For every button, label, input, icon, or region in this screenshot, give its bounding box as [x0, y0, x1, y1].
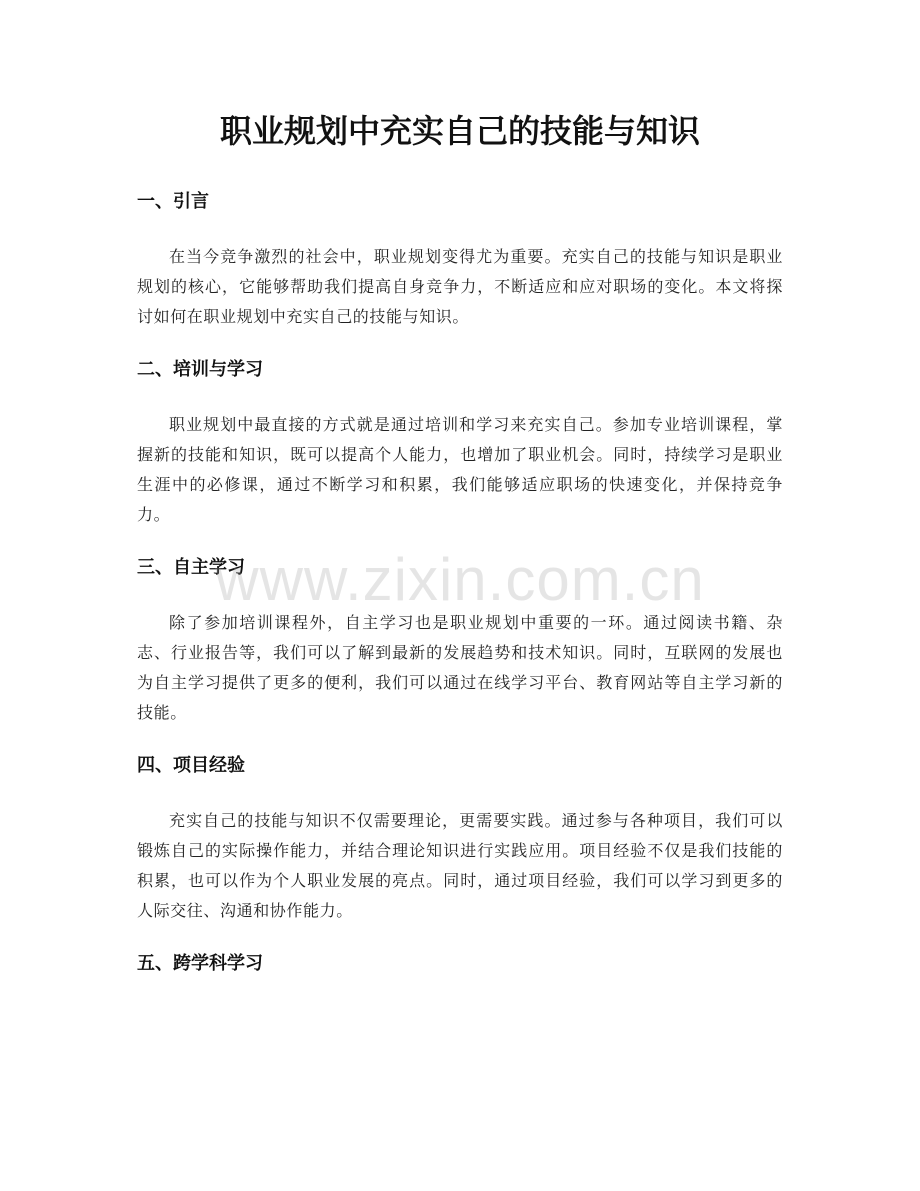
section-body-self-study: 除了参加培训课程外，自主学习也是职业规划中重要的一环。通过阅读书籍、杂志、行业报告等，我们可以了解到最新的发展趋势和技术知识。同时，互联网的发展也为自主学习提供了更多的便利，我们可以通过在线学习平台、教育网站等自主学习新的技能。 [137, 613, 783, 722]
section-heading-intro: 一、引言 [137, 191, 209, 212]
section-heading-interdisciplinary: 五、跨学科学习 [137, 953, 263, 974]
section-body-project-experience: 充实自己的技能与知识不仅需要理论，更需要实践。通过参与各种项目，我们可以锻炼自己的实际操作能力，并结合理论知识进行实践应用。项目经验不仅是我们技能的积累，也可以作为个人职业发展的亮点。同时，通过项目经验，我们可以学习到更多的人际交往、沟通和协作能力。 [137, 811, 783, 920]
document-title: 职业规划中充实自己的技能与知识 [219, 112, 700, 150]
watermark-text: www.zixin.com.cn [215, 546, 705, 613]
document-content [137, 186, 783, 980]
section-heading-self-study: 三、自主学习 [137, 557, 245, 578]
section-body-training: 职业规划中最直接的方式就是通过培训和学习来充实自己。参加专业培训课程，掌握新的技能和知识，既可以提高个人能力，也增加了职业机会。同时，持续学习是职业生涯中的必修课，通过不断学习和积累，我们能够适应职场的快速变化，并保持竞争力。 [137, 415, 783, 524]
section-body-intro: 在当今竞争激烈的社会中，职业规划变得尤为重要。充实自己的技能与知识是职业规划的核心，它能够帮助我们提高自身竞争力，不断适应和应对职场的变化。本文将探讨如何在职业规划中充实自己的技能与知识。 [137, 247, 783, 326]
section-heading-training: 二、培训与学习 [137, 359, 263, 380]
section-heading-project-experience: 四、项目经验 [137, 755, 245, 776]
